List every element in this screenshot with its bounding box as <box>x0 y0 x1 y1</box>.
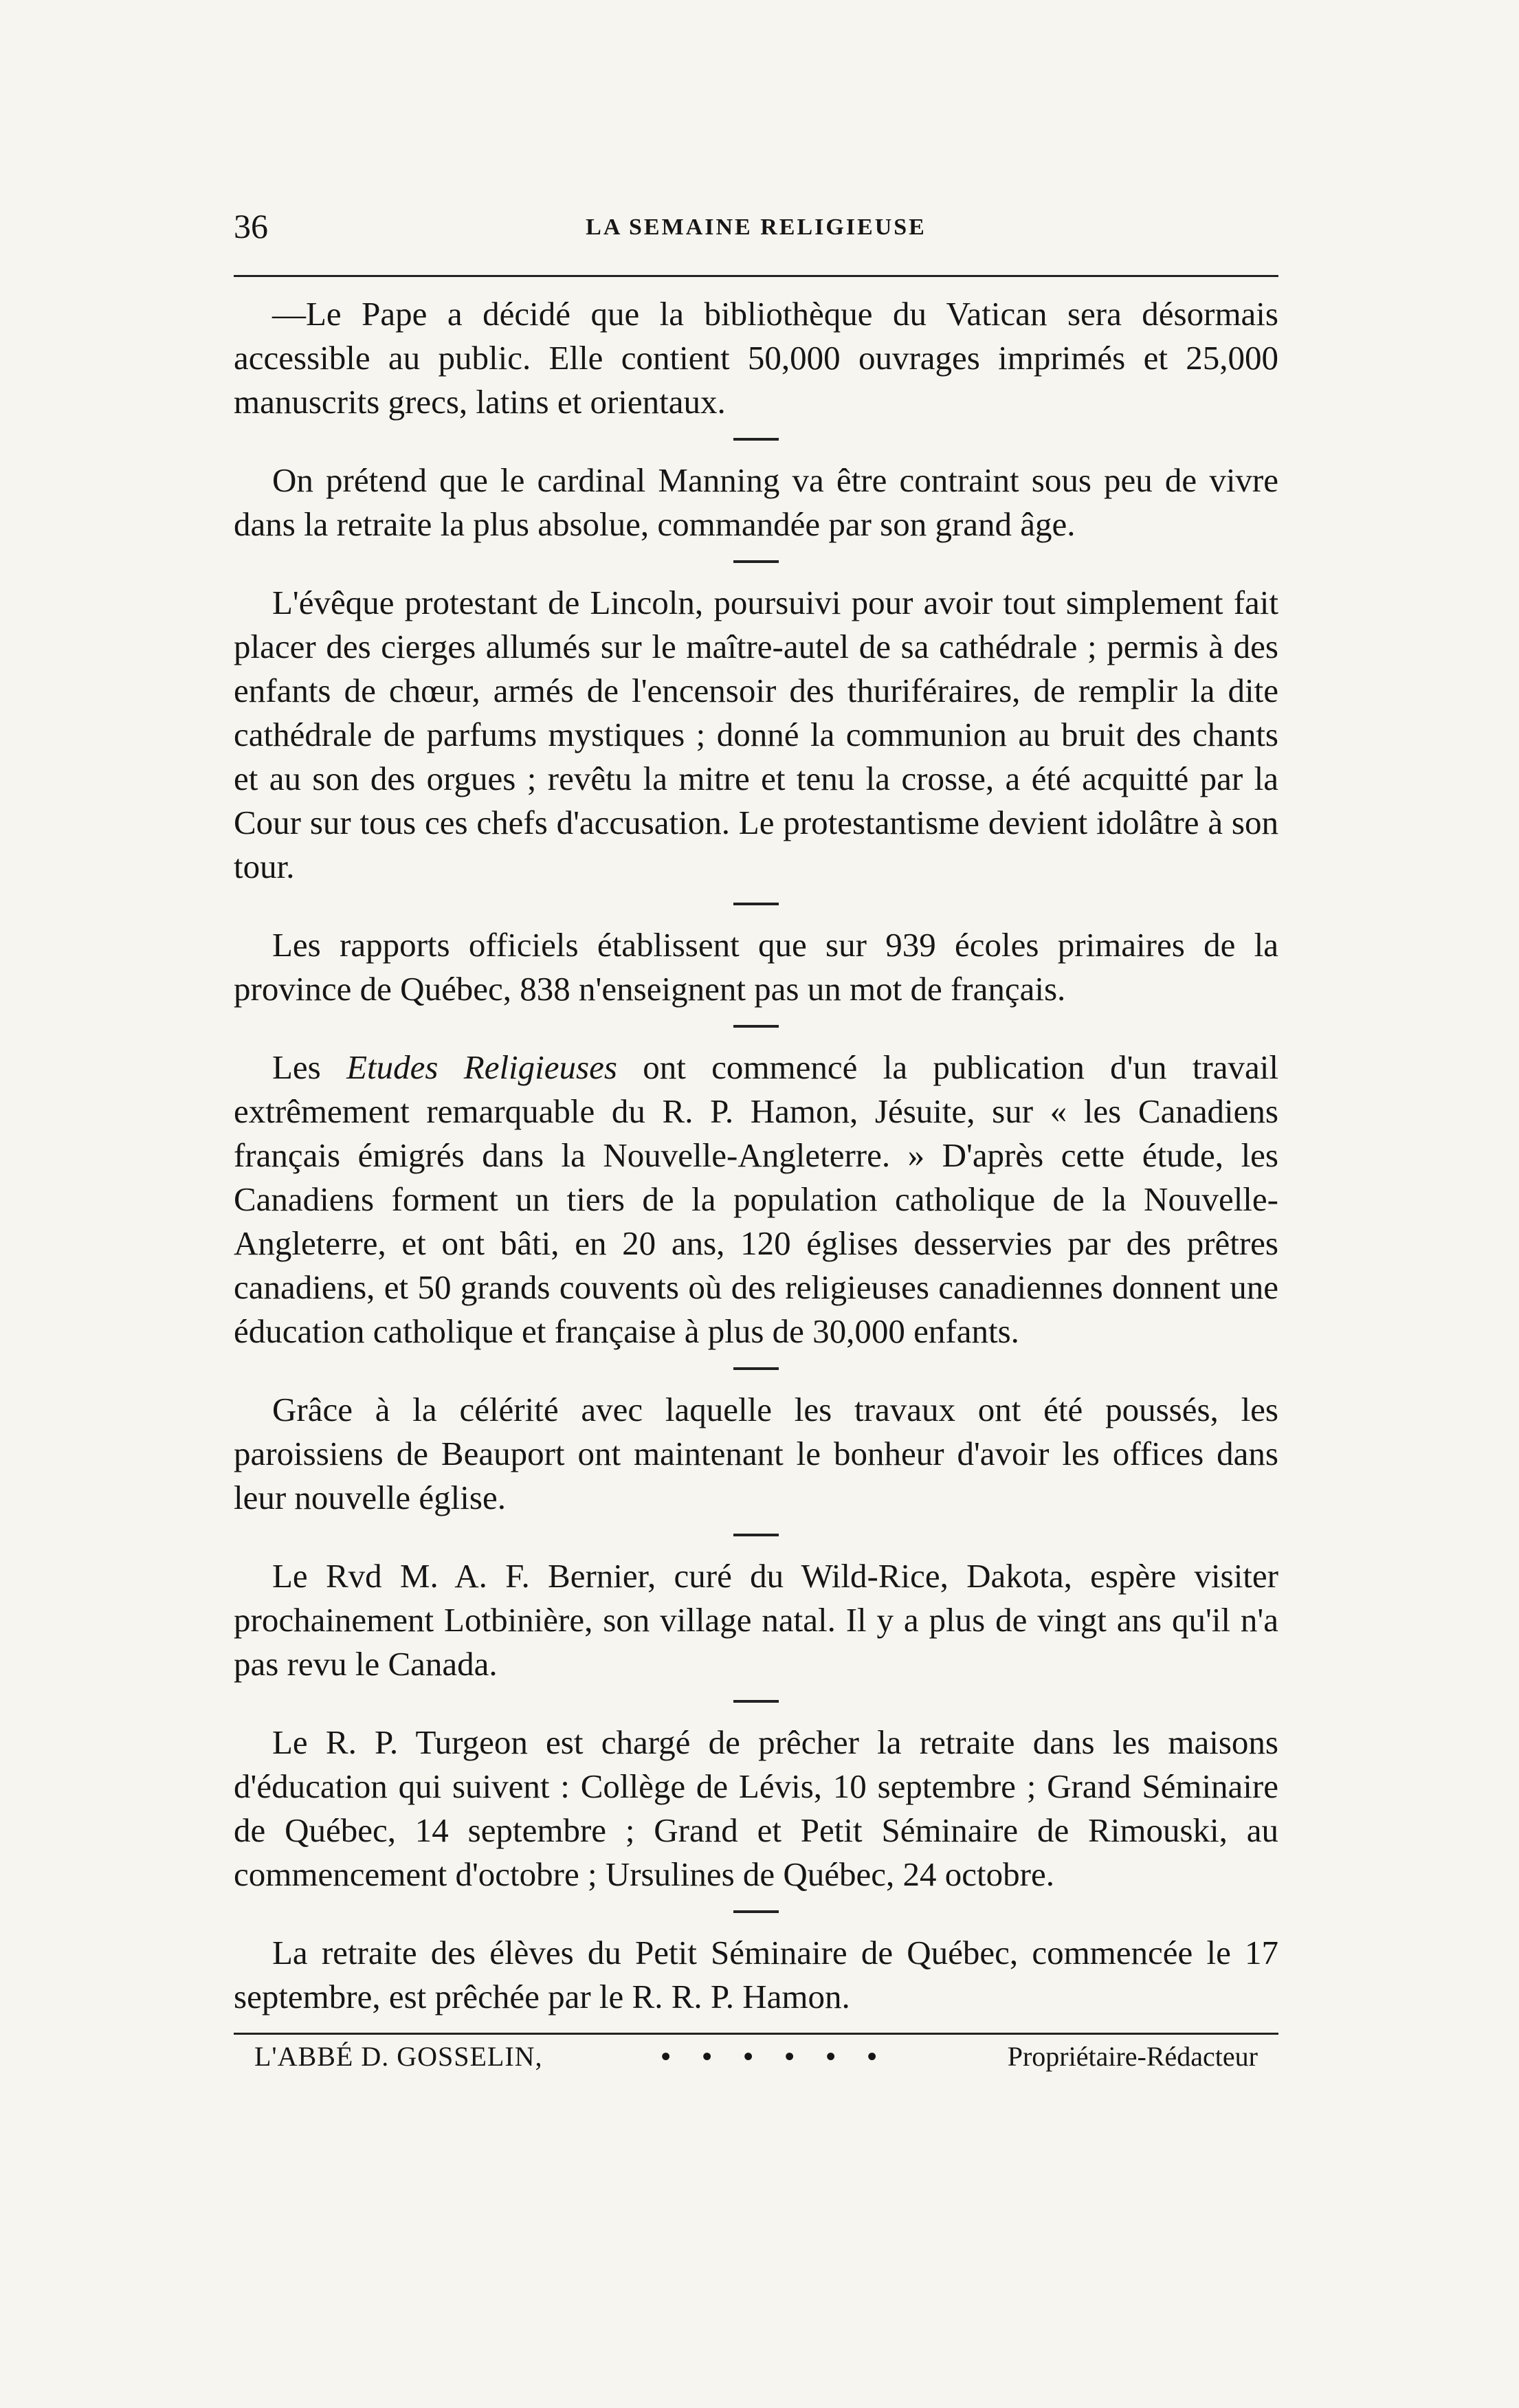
separator <box>733 1025 779 1028</box>
footer-author: L'ABBÉ D. GOSSELIN, <box>254 2041 543 2072</box>
news-item-bernier: Le Rvd M. A. F. Bernier, curé du Wild-Rice, Dakota, espère visiter prochainement Lotbinière, son village natal. Il y a plus de vingt ans qu'il n'a pas revu le Canada. <box>234 1557 1278 1683</box>
separator <box>733 1534 779 1536</box>
page-number: 36 <box>234 207 268 245</box>
page-header <box>234 206 1278 268</box>
separator <box>733 1367 779 1370</box>
footer-dot-leader: • • • • • • <box>661 2041 889 2072</box>
separator <box>733 560 779 563</box>
item-text-before: Les <box>272 1048 347 1086</box>
news-item-vatican-library: —Le Pape a décidé que la bibliothèque du Vatican sera désormais accessible au public. Elle contient 50,000 ouvrages imprimés et 25,000 manuscrits grecs, latins et orientaux. <box>234 295 1278 421</box>
footer-role: Propriétaire-Rédacteur <box>1007 2041 1258 2072</box>
separator <box>733 1700 779 1703</box>
header-rule <box>234 275 1278 277</box>
news-item-beauport: Grâce à la célérité avec laquelle les travaux ont été poussés, les paroissiens de Beauport ont maintenant le bonheur d'avoir les offices dans leur nouvelle église. <box>234 1391 1278 1516</box>
news-item-bishop-lincoln: L'évêque protestant de Lincoln, poursuivi pour avoir tout simplement fait placer des cierges allumés sur le maître-autel de sa cathédrale ; permis à des enfants de chœur, armés de l'encensoir des thuriféraires, de remplir la dite cathédrale de parfums mystiques ; donné la communion au bruit des chants et au son des orgues ; revêtu la mitre et tenu la crosse, a été acquitté par la Cour sur tous ces chefs d'accusation. Le protestantisme devient idolâtre à son tour. <box>234 584 1278 885</box>
news-item-turgeon-retreats: Le R. P. Turgeon est chargé de prêcher la retraite dans les maisons d'éducation qui suivent : Collège de Lévis, 10 septembre ; Grand Séminaire de Québec, 14 septembre ; Grand et Petit Séminaire de Rimouski, au commencement d'octobre ; Ursulines de Québec, 24 octobre. <box>234 1723 1278 1893</box>
page <box>234 206 1278 2073</box>
news-item-etudes-religieuses <box>234 1046 1278 1354</box>
news-item-petit-seminaire-retreat: La retraite des élèves du Petit Séminaire de Québec, commencée le 17 septembre, est prêchée par le R. R. P. Hamon. <box>234 1934 1278 2015</box>
news-item-quebec-schools: Les rapports officiels établissent que sur 939 écoles primaires de la province de Québec, 838 n'enseignent pas un mot de français. <box>234 926 1278 1008</box>
separator <box>733 1910 779 1913</box>
news-item-cardinal-manning: On prétend que le cardinal Manning va être contraint sous peu de vivre dans la retraite la plus absolue, commandée par son grand âge. <box>234 461 1278 543</box>
item-text-after: ont commencé la publication d'un travail extrêmement remarquable du R. P. Hamon, Jésuite, sur « les Canadiens français émigrés dans la Nouvelle-Angleterre. » D'après cette étude, les Canadiens forment un tiers de la population catholique de la Nouvelle-Angleterre, et ont bâti, en 20 ans, 120 églises desservies par des prêtres canadiens, et 50 grands couvents où des religieuses canadiennes donnent une éducation catholique et française à plus de 30,000 enfants. <box>234 1048 1278 1350</box>
running-title: LA SEMAINE RELIGIEUSE <box>586 214 927 240</box>
publication-title: Etudes Religieuses <box>346 1048 617 1086</box>
imprint-footer <box>234 2035 1278 2073</box>
separator <box>733 438 779 441</box>
separator <box>733 903 779 905</box>
